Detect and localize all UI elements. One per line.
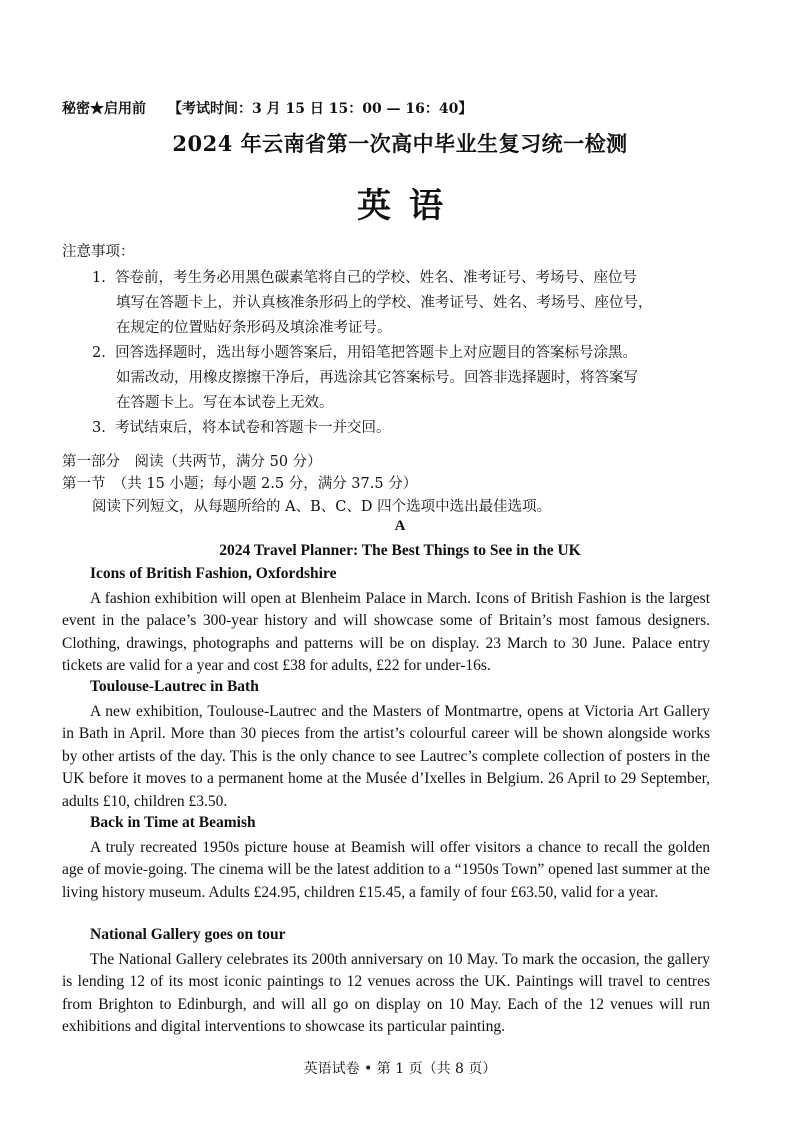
section-text-national-gallery: The National Gallery celebrates its 200th anniversary on 10 May. To mark the occasion, the gallery is lending 12 of its most iconic paintings to 12 venues across the UK. Paintings will travel to centres from Brighton to Edinburgh, and will all go on display on 10 May. Each of the 12 venues will run exhibitions and digital interventions to showcase its particular painting. bbox=[62, 951, 710, 1036]
notice-item-2-line-2: 如需改动，用橡皮擦擦干净后，再选涂其它答案标号。回答非选择题时，将答案写 bbox=[116, 370, 638, 386]
page-footer: 英语试卷 • 第 1 页（共 8 页） bbox=[303, 1061, 497, 1077]
exam-header bbox=[62, 98, 472, 118]
notice-item-3-first-line: 3. 考试结束后，将本试卷和答题卡一并交回。 bbox=[92, 420, 391, 436]
notice-label: 注意事项： bbox=[62, 244, 135, 260]
section-text-beamish: A truly recreated 1950s picture house at Beamish will offer visitors a chance to recall the golden age of movie-going. The cinema will be the latest addition to a “1950s Town” opened last summer at the living history museum. Adults £24.95, children £15.45, a family of four £63.50, valid for a year. bbox=[62, 839, 710, 901]
notice-item-2-first-line: 2. 回答选择题时，选出每小题答案后，用铅笔把答题卡上对应题目的答案标号涂黑。 bbox=[92, 345, 638, 361]
notice-item-2-line-3: 在答题卡上。写在本试卷上无效。 bbox=[116, 395, 334, 411]
passage-title: 2024 Travel Planner: The Best Things to See in the UK bbox=[219, 542, 581, 559]
section-heading-beamish: Back in Time at Beamish bbox=[90, 814, 256, 831]
passage-letter: A bbox=[394, 518, 406, 534]
section-title: 第一节 （共 15 小题；每小题 2.5 分，满分 37.5 分） bbox=[62, 476, 418, 492]
section-heading-fashion: Icons of British Fashion, Oxfordshire bbox=[90, 565, 337, 582]
confidential-label: 秘密★启用前 bbox=[62, 101, 146, 117]
part-title: 第一部分 阅读（共两节，满分 50 分） bbox=[62, 454, 322, 470]
notice-item-1-first-line: 1. 答卷前，考生务必用黑色碳素笔将自己的学校、姓名、准考证号、考场号、座位号 bbox=[92, 270, 638, 286]
section-heading-national-gallery: National Gallery goes on tour bbox=[90, 926, 286, 943]
instruction: 阅读下列短文，从每题所给的 A、B、C、D 四个选项中选出最佳选项。 bbox=[92, 499, 552, 515]
section-heading-lautrec: Toulouse-Lautrec in Bath bbox=[90, 678, 259, 695]
section-text-fashion: A fashion exhibition will open at Blenheim Palace in March. Icons of British Fashion is the largest event in the palace’s 300-year history and will showcase some of Britain’s most famous designers. Clothing, drawings, photographs and patterns will be on display. 23 March to 30 June. Palace entry tickets are valid for a year and cost £38 for adults, £22 for under-16s. bbox=[62, 590, 710, 675]
exam-time: 【考试时间：3 月 15 日 15：00 — 16：40】 bbox=[168, 101, 473, 117]
subject-title: 英语 bbox=[357, 186, 461, 226]
notice-item-1-line-2: 填写在答题卡上，并认真核准条形码上的学校、准考证号、姓名、考场号、座位号， bbox=[116, 295, 653, 311]
notice-item-1-line-3: 在规定的位置贴好条形码及填涂准考证号。 bbox=[116, 320, 392, 336]
exam-title: 2024 年云南省第一次高中毕业生复习统一检测 bbox=[172, 131, 628, 156]
section-text-lautrec: A new exhibition, Toulouse-Lautrec and the Masters of Montmartre, opens at Victoria Art Gallery in Bath in April. More than 30 pieces from the artist’s colourful career will be shown alongside works by other artists of the day. This is the only chance to see Lautrec’s complete collection of posters in the UK before it moves to a permanent home at the Musée d’Ixelles in Belgium. 26 April to 29 September, adults £10, children £3.50. bbox=[62, 703, 710, 810]
